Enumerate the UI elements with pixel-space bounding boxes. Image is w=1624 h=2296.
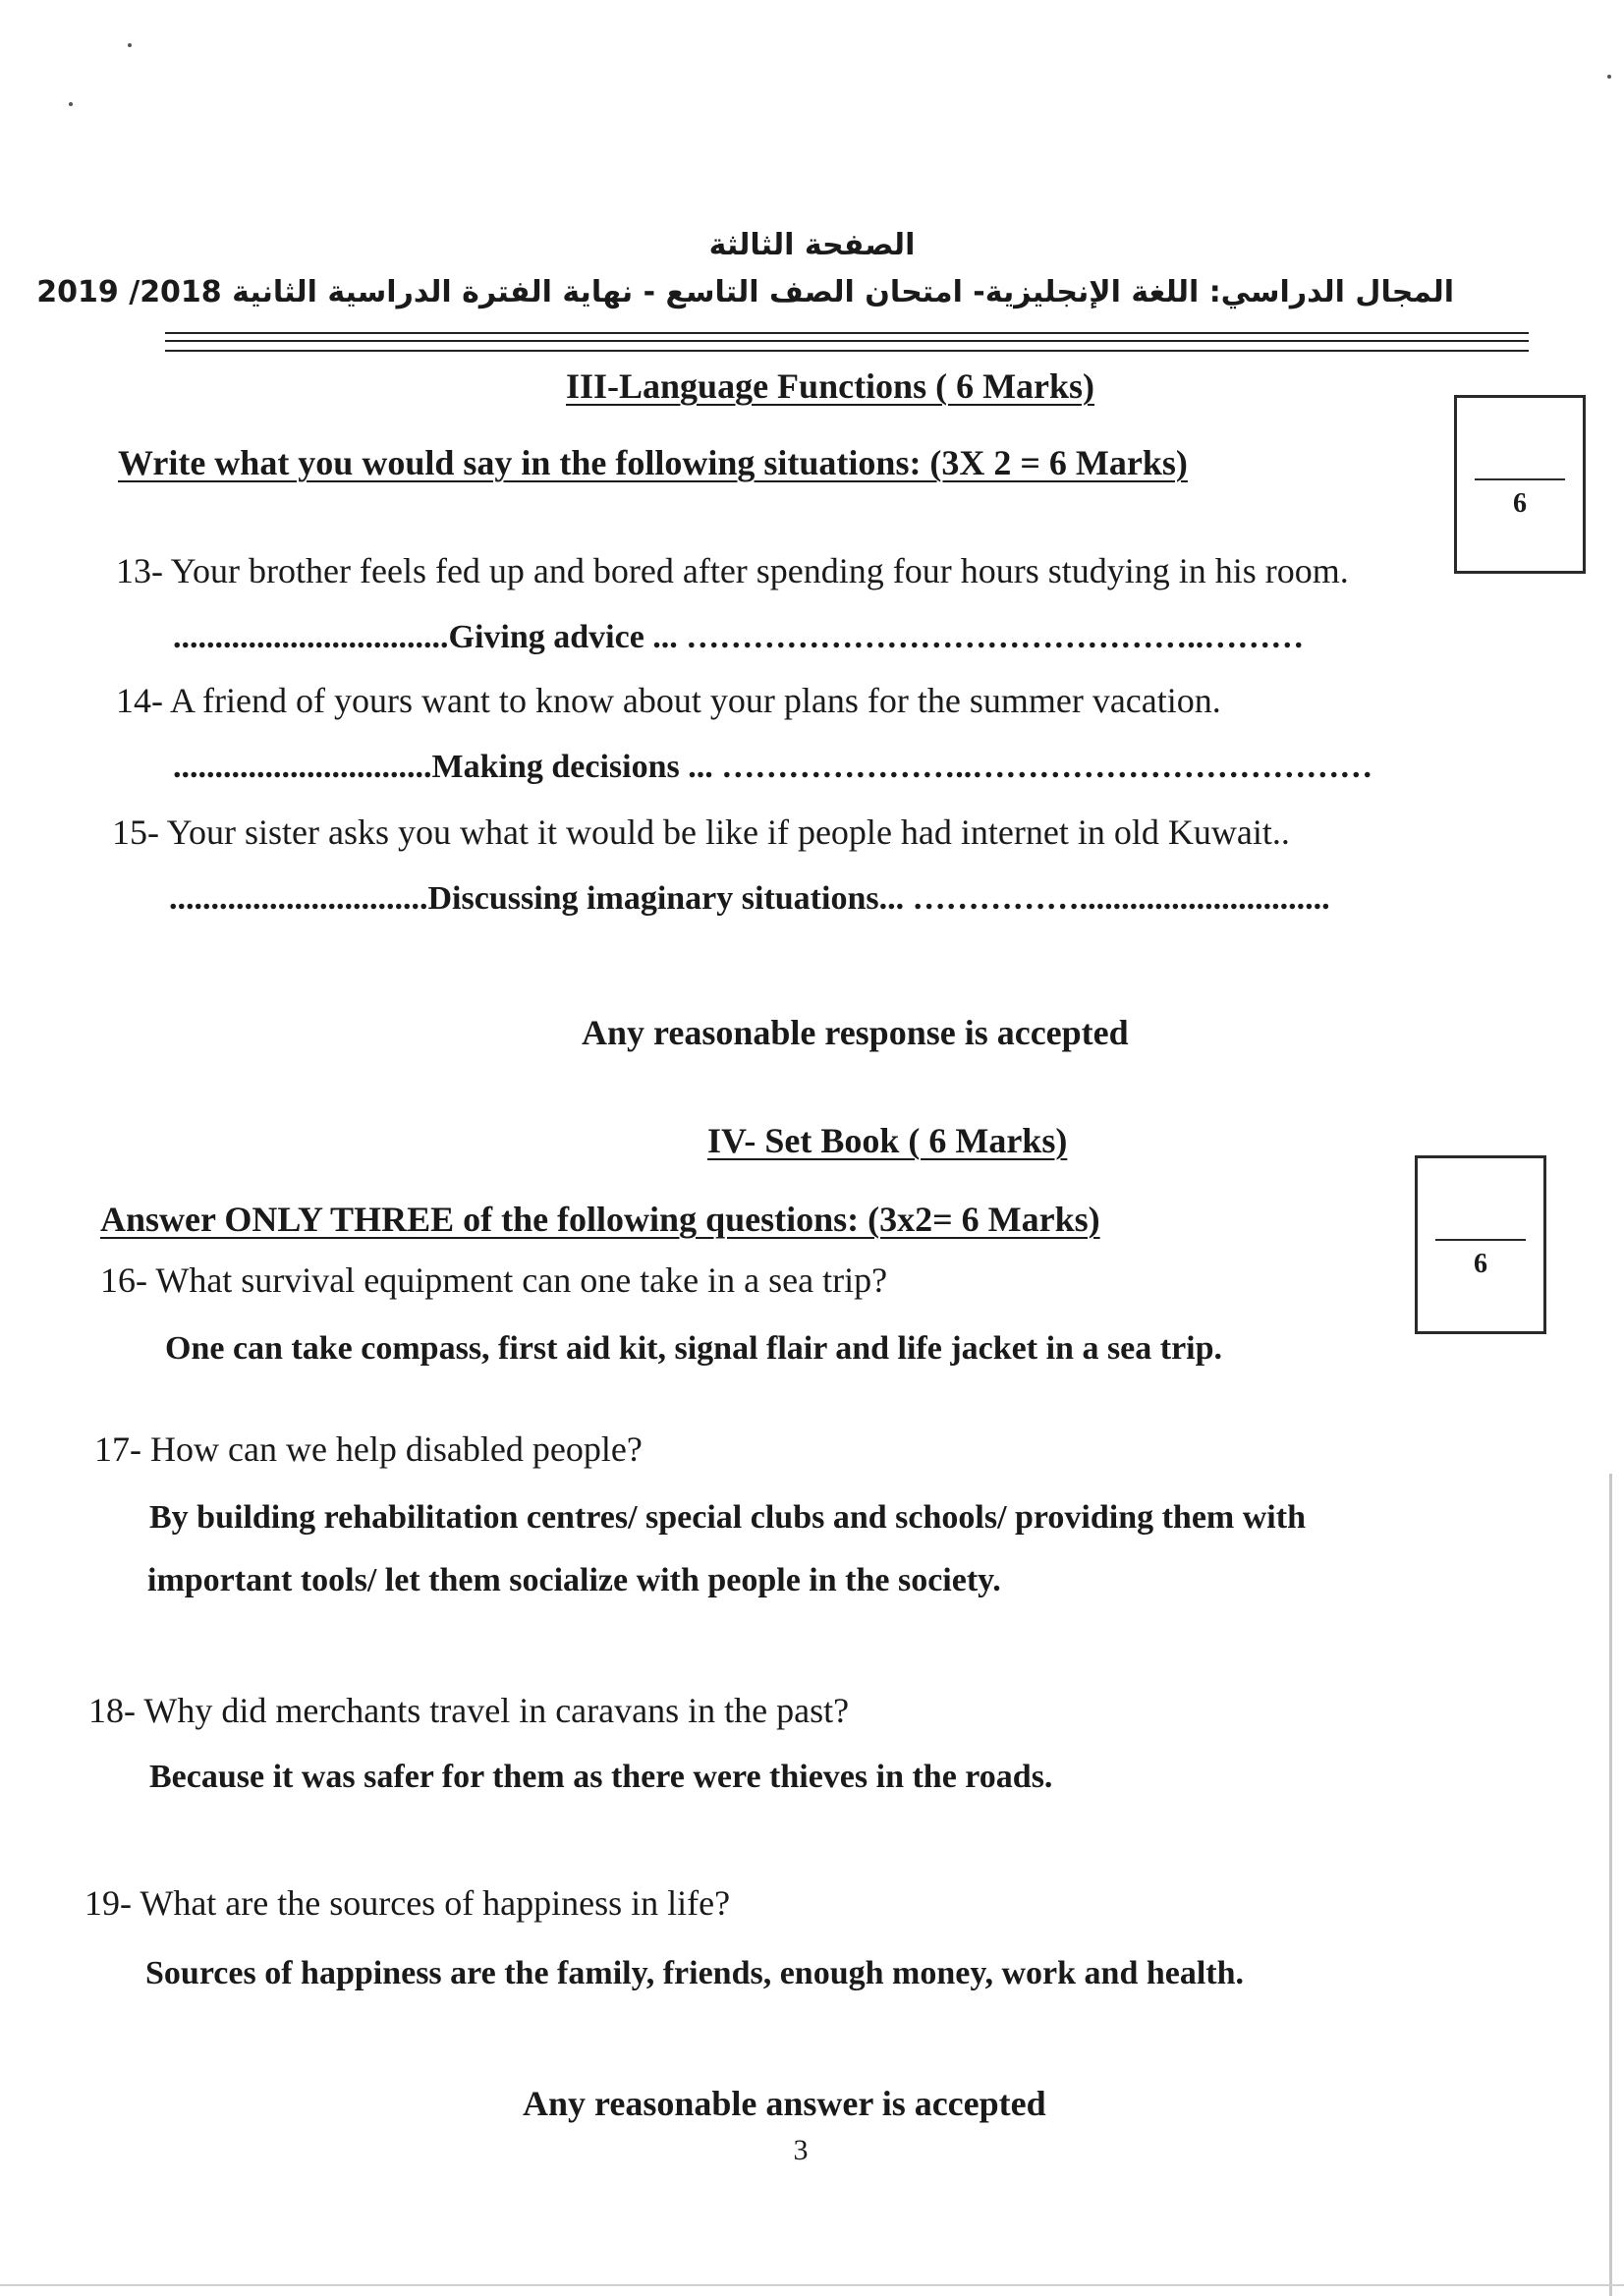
page-number: 3 [793, 2134, 809, 2166]
question-16: 16- What survival equipment can one take in a sea trip? [100, 1260, 888, 1300]
score-value: 6 [1474, 1249, 1487, 1279]
question-17: 17- How can we help disabled people? [94, 1429, 643, 1469]
answer-19: Sources of happiness are the family, friends, enough money, work and health. [145, 1955, 1245, 1991]
answer-14: ...............................Making decisions ... …………………..……………………………… [173, 749, 1373, 785]
header-divider [165, 332, 1529, 334]
scan-speck [69, 102, 73, 106]
answer-17-line-1: By building rehabilitation centres/ special clubs and schools/ providing them with [149, 1499, 1306, 1536]
score-line [1435, 1239, 1526, 1241]
answer-13: .................................Giving advice ... ………………………………………..……… [173, 619, 1305, 655]
section-title: IV- Set Book ( 6 Marks) [707, 1121, 1068, 1160]
scan-edge [1609, 1474, 1612, 2296]
section-note: Any reasonable answer is accepted [523, 2084, 1046, 2123]
score-box [1415, 1155, 1546, 1334]
answer-18: Because it was safer for them as there were thieves in the roads. [149, 1759, 1053, 1795]
question-15: 15- Your sister asks you what it would be like if people had internet in old Kuwait.. [112, 812, 1290, 852]
score-line [1475, 478, 1565, 480]
answer-16: One can take compass, first aid kit, signal flair and life jacket in a sea trip. [165, 1330, 1223, 1367]
header-divider [165, 350, 1529, 352]
scan-speck [1607, 75, 1611, 79]
question-13: 13- Your brother feels fed up and bored after spending four hours studying in his room. [116, 551, 1349, 590]
section-note: Any reasonable response is accepted [582, 1013, 1129, 1052]
answer-17-line-2: important tools/ let them socialize with people in the society. [147, 1562, 1001, 1598]
score-value: 6 [1513, 488, 1527, 519]
scan-edge [0, 2284, 1624, 2286]
section-instruction: Answer ONLY THREE of the following questions: (3x2= 6 Marks) [100, 1200, 1100, 1239]
exam-info-line: المجال الدراسي: اللغة الإنجليزية- امتحان الصف التاسع - نهاية الفترة الدراسية الثانية 2018/ 2019 [36, 275, 1454, 309]
header-divider [165, 340, 1529, 342]
question-14: 14- A friend of yours want to know about your plans for the summer vacation. [116, 681, 1221, 720]
section-title: III-Language Functions ( 6 Marks) [566, 366, 1095, 406]
scan-speck [128, 43, 132, 47]
question-19: 19- What are the sources of happiness in life? [84, 1883, 731, 1923]
page-label: الصفحة الثالثة [708, 228, 916, 262]
question-18: 18- Why did merchants travel in caravans in the past? [88, 1691, 850, 1730]
answer-15: ...............................Discussing imaginary situations... …………….............................. [169, 880, 1330, 917]
score-box [1454, 395, 1586, 574]
section-instruction: Write what you would say in the following situations: (3X 2 = 6 Marks) [118, 443, 1188, 482]
